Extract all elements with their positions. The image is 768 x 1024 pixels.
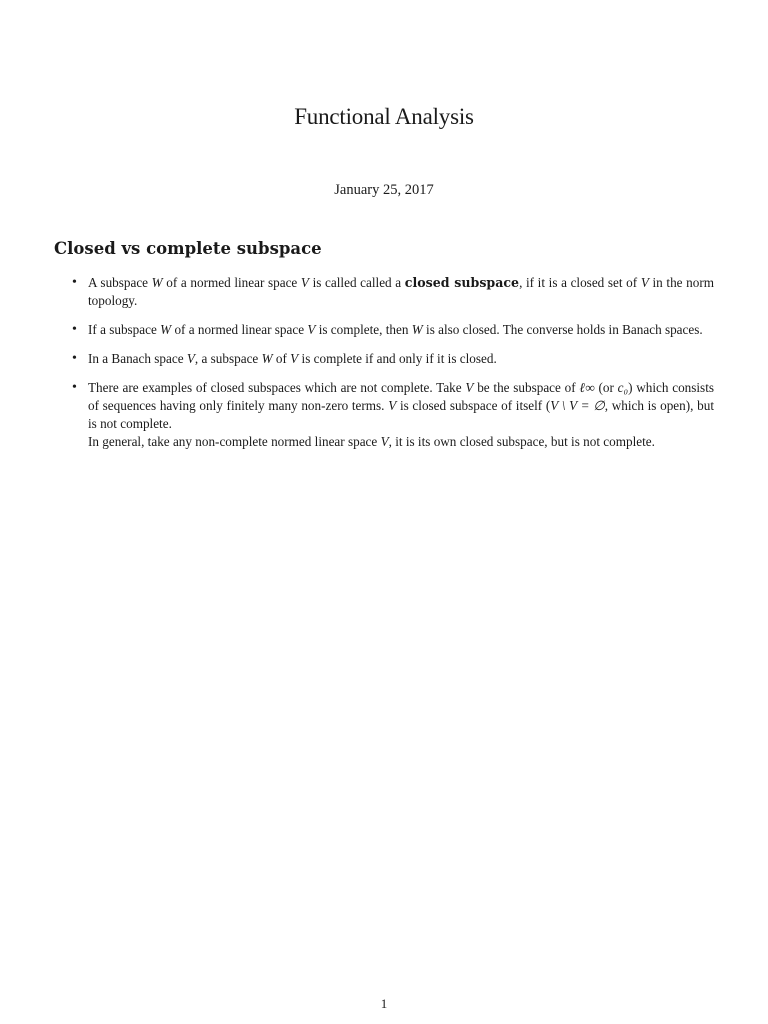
bullet-3-math-1: V	[186, 351, 195, 366]
bullet-4-math-3: c₀	[617, 380, 629, 395]
bullet-4-text-6: , which is open), but is not complete.	[88, 398, 714, 431]
bullet-2-math-1: W	[160, 322, 172, 337]
section-heading: Closed vs complete subspace	[54, 239, 322, 258]
bullet-item-2	[54, 321, 714, 339]
bullet-4-math-1: V	[465, 380, 474, 395]
bullet-4-math-2: ℓ∞	[579, 380, 595, 395]
bullet-1-text-5: in the norm topology.	[88, 275, 714, 308]
bullet-4-text-1: There are examples of closed subspaces which are not complete. Take	[88, 380, 466, 395]
bullet-3-text-2: , a subspace	[194, 351, 262, 366]
bullet-3-math-2: W	[261, 351, 273, 366]
bullet-1-text-2: of a normed linear space	[162, 275, 301, 290]
bullet-1-text-3: is called called a	[308, 275, 405, 290]
bullet-3-text-1: In a Banach space	[88, 351, 187, 366]
bullet-2-math-2: V	[307, 322, 316, 337]
bullet-4-line2-text-1: In general, take any non-complete normed linear space	[88, 434, 381, 449]
bullet-4-math-4: V	[388, 398, 397, 413]
bullet-1-math-1: W	[151, 275, 163, 290]
bullet-4-text-2: be the subspace of	[473, 380, 580, 395]
bullet-2-text-3: is complete, then	[315, 322, 412, 337]
bullet-3-math-3: V	[290, 351, 299, 366]
bullet-2-text-2: of a normed linear space	[171, 322, 308, 337]
bullet-item-3	[54, 350, 714, 368]
page-number: 1	[380, 996, 388, 1011]
bullet-1-bold-term: closed subspace	[404, 275, 520, 290]
bullet-item-4	[54, 379, 714, 451]
document-date: January 25, 2017	[334, 182, 434, 198]
bullet-3-text-4: is complete if and only if it is closed.	[298, 351, 497, 366]
bullet-2-text-4: is also closed. The converse holds in Banach spaces.	[422, 322, 703, 337]
document-title: Functional Analysis	[294, 104, 474, 129]
bullet-4-text-4: ) which consists of sequences having only finitely many non-zero terms.	[88, 380, 714, 413]
bullet-1-math-2: V	[300, 275, 309, 290]
bullet-list	[54, 274, 714, 462]
bullet-item-1	[54, 274, 714, 310]
bullet-1-math-3: V	[640, 275, 649, 290]
bullet-1-text-4: , if it is a closed set of	[519, 275, 641, 290]
bullet-2-math-3: W	[411, 322, 423, 337]
bullet-2-text-1: If a subspace	[88, 322, 161, 337]
bullet-1-text-1: A subspace	[88, 275, 152, 290]
bullet-4-line2-math-1: V	[380, 434, 389, 449]
bullet-3-text-3: of	[272, 351, 291, 366]
bullet-4-text-3: (or	[594, 380, 618, 395]
bullet-4-line2-text-2: , it is its own closed subspace, but is not complete.	[388, 434, 655, 449]
bullet-4-text-5: is closed subspace of itself (	[396, 398, 551, 413]
bullet-4-math-5: V \ V = ∅	[550, 398, 605, 413]
